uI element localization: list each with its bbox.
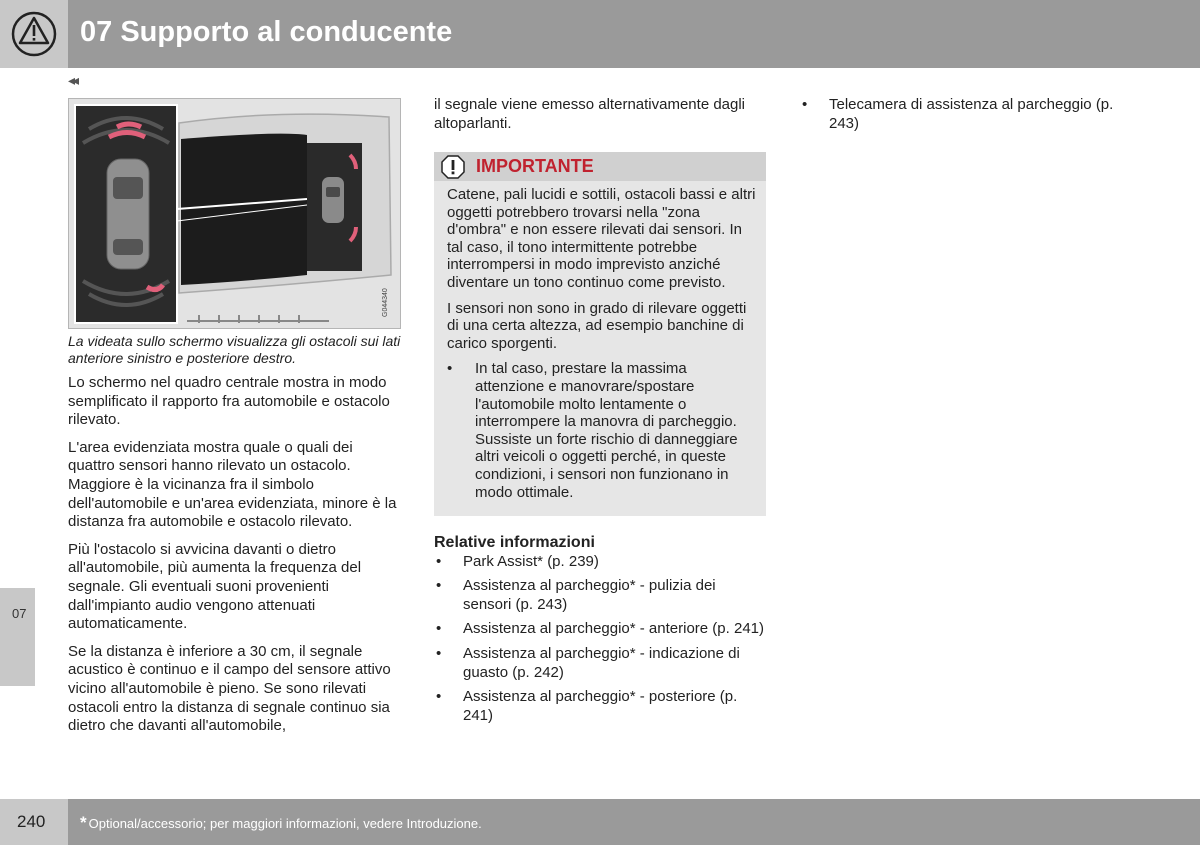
footnote: [80, 813, 482, 833]
column-3-related: [800, 96, 1130, 133]
related-link[interactable]: [434, 620, 766, 639]
bullet-icon: •: [436, 688, 442, 706]
bullet-icon: •: [436, 644, 442, 662]
warning-triangle-icon: [0, 0, 68, 68]
related-link[interactable]: [434, 645, 766, 682]
important-notice-header: [434, 152, 766, 181]
paragraph: I sensori non sono in grado di rilevare oggetti di una certa altezza, ad esempio banchine di carico sporgenti.: [447, 299, 747, 352]
related-link[interactable]: [800, 96, 1130, 133]
related-link-text[interactable]: Assistenza al parcheggio* - indicazione di guasto (p. 242): [463, 644, 740, 681]
page-footer: [0, 799, 1200, 845]
paragraph: Se la distanza è inferiore a 30 cm, il segnale acustico è continuo e il campo del sensore attivo vicino all'automobile è pieno. Se sono rilevati ostacoli entro la distanza di segnale continuo sia dietro che davanti all'automobile,: [68, 642, 391, 735]
paragraph: Lo schermo nel quadro centrale mostra in modo semplificato il rapporto fra automobile e ostacolo rilevato.: [68, 374, 390, 429]
bullet-icon: •: [802, 96, 808, 113]
related-link[interactable]: [434, 553, 766, 572]
paragraph: Più l'ostacolo si avvicina davanti o dietro all'automobile, più aumenta la frequenza del segnale. Gli eventuali suoni provenienti dall'impianto audio vengono attenuati automaticamente.: [68, 540, 362, 633]
column-2-intro: [434, 96, 764, 142]
parking-display-illustration: [68, 98, 401, 329]
page-number: 240: [17, 812, 46, 831]
header-icon-box: [0, 0, 68, 68]
page-number-box: [0, 799, 68, 845]
figure-caption: La videata sullo schermo visualizza gli ostacoli sui lati anteriore sinistro e posteriore destro.: [68, 333, 401, 366]
important-title: IMPORTANTE: [476, 156, 594, 176]
bullet-icon: •: [436, 620, 442, 638]
chapter-side-tab[interactable]: [0, 588, 35, 686]
paragraph: Catene, pali lucidi e sottili, ostacoli bassi e altri oggetti potrebbero trovarsi nella "zona d'ombra" e non essere rilevati dai sensori. In tal caso, il tono intermittente potrebbe interrompersi in modo imprevisto anziché diventare un tono continuo come previsto.: [447, 186, 756, 291]
related-info-section: [434, 534, 766, 731]
related-link[interactable]: [434, 688, 766, 725]
chapter-title: 07 Supporto al conducente: [80, 16, 453, 48]
related-link-text[interactable]: Telecamera di assistenza al parcheggio (p. 243): [829, 96, 1114, 132]
list-item: [447, 360, 757, 501]
related-link-text[interactable]: Assistenza al parcheggio* - anteriore (p. 241): [463, 620, 764, 638]
footer-note-bar: [68, 799, 1200, 845]
asterisk-mark: *: [80, 813, 87, 832]
paragraph: L'area evidenziata mostra quale o quali dei quattro sensori hanno rilevato un ostacolo. Maggiore è la vicinanza fra il simbolo dell'automobile e un'area evidenziata, minore è la distanza fra automobile e ostacolo rilevato.: [68, 438, 397, 531]
related-info-title: Relative informazioni: [434, 534, 595, 551]
back-nav-arrows[interactable]: ◂◂: [68, 72, 77, 88]
related-link-text[interactable]: Assistenza al parcheggio* - pulizia dei sensori (p. 243): [463, 577, 716, 613]
bullet-icon: •: [447, 360, 453, 378]
footnote-text: Optional/accessorio; per maggiori informazioni, vedere Introduzione.: [88, 816, 482, 831]
column-1-text: [68, 374, 401, 745]
important-body: [447, 186, 757, 501]
important-notice-box: [434, 152, 766, 516]
related-link-text[interactable]: Assistenza al parcheggio* - posteriore (p. 241): [463, 688, 738, 724]
parking-display-drawing: [69, 99, 400, 328]
bullet-icon: •: [436, 577, 442, 595]
related-link-text[interactable]: Park Assist* (p. 239): [463, 552, 599, 570]
paragraph: il segnale viene emesso alternativamente dagli altoparlanti.: [434, 96, 746, 132]
page-header: [0, 0, 1200, 68]
related-link[interactable]: [434, 577, 766, 614]
figure-code: G044340: [382, 288, 389, 317]
chapter-tab-label: 07: [12, 606, 27, 621]
bullet-icon: •: [436, 552, 442, 570]
list-item-text: In tal caso, prestare la massima attenzione e manovrare/spostare l'automobile molto lentamente o interrompere la manovra di parcheggio. Sussiste un forte rischio di danneggiare altri veicoli o oggetti perché, in queste condizioni, i sensori non funzionano in modo ottimale.: [475, 360, 738, 501]
exclamation-octagon-icon: [441, 155, 465, 179]
